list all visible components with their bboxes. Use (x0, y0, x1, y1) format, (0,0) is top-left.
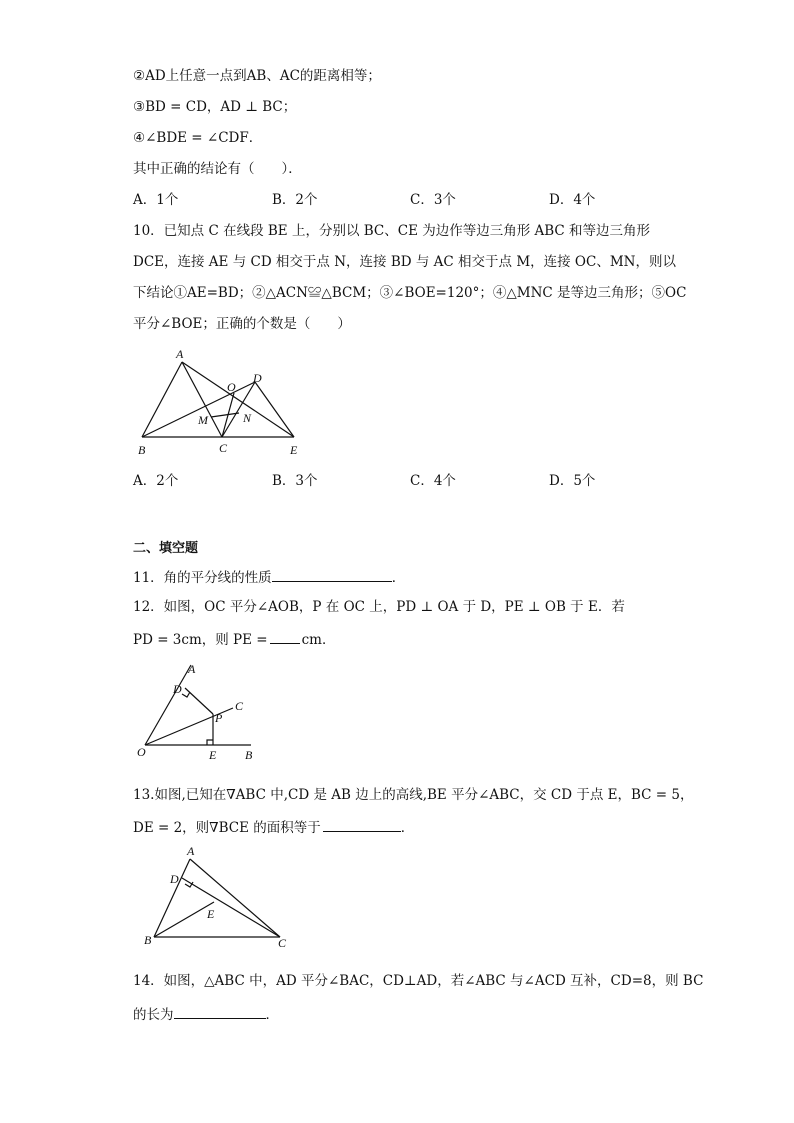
q10-figure (130, 342, 320, 462)
q13-label-d: D (170, 872, 179, 886)
q14-line2 (133, 1004, 279, 1024)
q13-label-a: A (187, 844, 195, 858)
q9-option-d: D．4个 (549, 192, 596, 208)
q10-label-b: B (138, 443, 146, 457)
q14-line2-pre: 的长为 (133, 1007, 174, 1023)
q12-label-c: C (235, 699, 244, 713)
q13-answer-blank[interactable] (323, 817, 401, 832)
q10-label-e: E (290, 443, 298, 457)
q10-label-n: N (243, 411, 252, 425)
q13-label-e: E (207, 907, 215, 921)
q9-item3: ③BD = CD，AD ⊥ BC； (133, 99, 297, 115)
q10-option-c: C．4个 (410, 473, 456, 489)
q9-option-c: C．3个 (410, 192, 456, 208)
q14-line1: 14．如图，△ABC 中，AD 平分∠BAC，CD⊥AD，若∠ABC 与∠ACD 互补，CD=8，则 BC (133, 973, 704, 989)
q12-label-p: P (215, 711, 223, 725)
q10-label-o: O (227, 380, 236, 394)
q9-item4: ④∠BDE = ∠CDF． (133, 130, 263, 146)
q9-option-a: A．1个 (133, 192, 179, 208)
q10-line2: DCE，连接 AE 与 CD 相交于点 N，连接 BD 与 AC 相交于点 M，连接 OC、MN，则以 (133, 254, 676, 270)
q11-text: 11．角的平分线的性质 (133, 570, 272, 586)
q12-line2 (133, 629, 335, 649)
q10-label-d: D (253, 371, 262, 385)
q13-line2-post: ． (400, 820, 415, 836)
q12-label-b: B (245, 748, 253, 762)
q12-label-a: A (188, 662, 196, 676)
q10-label-m: M (198, 413, 208, 427)
q10-label-a: A (176, 347, 184, 361)
q10-option-d: D．5个 (549, 473, 596, 489)
q14-answer-blank[interactable] (174, 1004, 266, 1019)
q11-end: ． (391, 570, 406, 586)
q11-answer-blank[interactable] (272, 567, 392, 582)
q10-label-c: C (219, 441, 228, 455)
q10-option-a: A．2个 (133, 473, 179, 489)
q12-line2-pre: PD = 3cm，则 PE = (133, 632, 268, 648)
q9-item2: ②AD上任意一点到AB、AC的距离相等； (133, 68, 381, 84)
q12-figure (133, 660, 263, 765)
q12-label-o: O (137, 745, 146, 759)
q10-option-b: B．3个 (272, 473, 318, 489)
q12-answer-blank[interactable] (270, 629, 300, 644)
q13-label-c: C (278, 936, 287, 950)
q12-label-e: E (209, 748, 217, 762)
q13-line2 (133, 817, 414, 837)
section-title: 二、填空题 (133, 541, 199, 556)
q12-line2-post: cm． (301, 632, 336, 648)
q12-label-d: D (173, 682, 182, 696)
q11-line (133, 567, 405, 587)
q9-option-b: B．2个 (272, 192, 318, 208)
q12-line1: 12．如图，OC 平分∠AOB，P 在 OC 上，PD ⊥ OA 于 D，PE ⊥ OB 于 E．若 (133, 599, 625, 615)
q10-line1: 10．已知点 C 在线段 BE 上，分别以 BC、CE 为边作等边三角形 ABC 和等边三角形 (133, 223, 651, 239)
q13-figure (140, 844, 300, 952)
q10-line3: 下结论①AE=BD；②△ACN≌△BCM；③∠BOE=120°；④△MNC 是等边三角形；⑤OC (133, 285, 687, 301)
q14-line2-post: ． (265, 1007, 279, 1023)
q13-label-b: B (144, 933, 152, 947)
q13-line1: 13.如图,已知在∇ABC 中,CD 是 AB 边上的高线,BE 平分∠ABC，交 CD 于点 E，BC = 5， (133, 787, 694, 803)
q9-stem-end: 其中正确的结论有（ ）． (133, 161, 302, 177)
q10-line4: 平分∠BOE；正确的个数是（ ） (133, 316, 351, 332)
q13-line2-pre: DE = 2，则∇BCE 的面积等于 (133, 820, 321, 836)
